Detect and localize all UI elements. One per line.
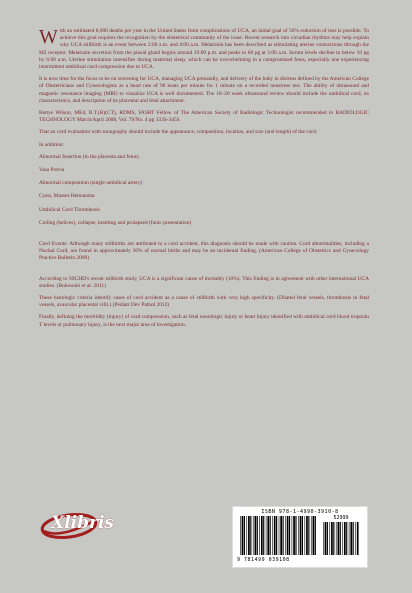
cord-events-paragraph: Cord Events: Although many stillbirths are attributed to a cord accident, this diagnosis should be made with caution. Cord abnormalities, including a Nuchal Cord, are found in approximately 30% of normal births and may be an incidental finding. (American College of Obstetrics and Gynecology Practice Bulletin 2009) bbox=[39, 241, 369, 262]
list-item: Umbilical Cord Thrombosis bbox=[39, 206, 100, 213]
screening-paragraph: It is now time for the focus to be on screening for UCA, managing UCA prenatally, and delivery of the baby in distress defined by the American College of Obstetricians and Gynecologists as a heart rate of 90 beats per minute for 1 minute on a recorded nonstress test. The ability of ultrasound and magnetic resonance imaging (MRI) to visualize UCA is well documented. The 18–20 week ultrasound review should include the umbilical cord, its characteristics, and description of its placental and fetal attachment. bbox=[39, 76, 369, 104]
list-item: Cysts, Masses Hematoma bbox=[39, 193, 95, 200]
nichd-paragraph: According to NICHD's recent stillbirth study, UCA is a significant cause of mortality (10%). This finding is in agreement with other international UCA studies. (Bukowski et al. 2011) bbox=[39, 275, 369, 289]
list-item: Vasa Previa bbox=[39, 167, 65, 174]
evaluation-paragraph: That an cord evaluation with sonography should include the appearance, composition, location, and size (and length) of the cord. bbox=[39, 129, 318, 136]
citation-paragraph: Bettye Wilson, MEd, R.T.(R)(CT), RDMS, FASRT Fellow of The American Society of Radiologic Technologist recommended in RADIOLOGIC TECHNOLOGY March/April 2008, Vol. 79/No. 4 pg 333S-345S bbox=[39, 110, 369, 124]
list-item: Coiling (helices), collapse, knotting and prolapsed (funic presentation) bbox=[39, 219, 192, 226]
barcode-bars-icon bbox=[240, 516, 316, 555]
logo-wordmark: Xlibris bbox=[51, 513, 114, 533]
in-addition-label: In addition: bbox=[39, 141, 65, 148]
price-addon-number: 52999 bbox=[333, 515, 349, 521]
morbidity-paragraph: Finally, defining the morbidity (injury) of cord compression, such as fetal neurologic injury or heart injury identified with umbilical cord blood troponin T levels or pulmonary injury, is the next major area of investigation. bbox=[39, 314, 369, 328]
drop-cap: W bbox=[39, 26, 58, 48]
blurb-text bbox=[39, 28, 369, 334]
isbn-number: ISBN 978-1-4990-3910-8 bbox=[261, 509, 339, 515]
addon-bars-icon bbox=[323, 522, 359, 555]
list-item: Abnormal composition (single umbilical artery) bbox=[39, 180, 143, 187]
abnormality-list bbox=[39, 154, 369, 227]
histologic-paragraph: These histologic criteria identify cases of cord accident as a cause of stillbirth with very high specificity. (Dilated fetal vessels, thrombosis in fetal vessels, avascular placental villi.) (Pediatr Dev Pathol 2012) bbox=[39, 295, 369, 309]
intro-paragraph: With an estimated 8,000 deaths per year in the United States from complications of UCA, an initial goal of 50% reduction of loss is possible. To achieve this goal requires the recognition by the obstetrical community of the issue. Recent research into circadian rhythms may help explain why UCA stillbirth is an event between 2:00 a.m. and 4:00 a.m. Melatonin has been described as stimulating uterine contractions through the M2 receptor. Melatonin secretion from the pineal gland begins around 10:00 p.m. and peaks to 60 pg at 3:00 a.m. Serum levels decline to below 10 pg by 6:00 a.m. Uterine stimulation intensifies during maternal sleep, which can be overwhelming to a compromised fetus, especially one experiencing intermittent umbilical cord compression due to UCA. bbox=[39, 26, 369, 71]
xlibris-logo bbox=[40, 511, 114, 541]
isbn-barcode bbox=[232, 506, 368, 568]
barcode-digits: 9 781499 039108 bbox=[237, 557, 290, 563]
list-item: Abnormal Insertion (in the placenta and fetus) bbox=[39, 153, 139, 160]
